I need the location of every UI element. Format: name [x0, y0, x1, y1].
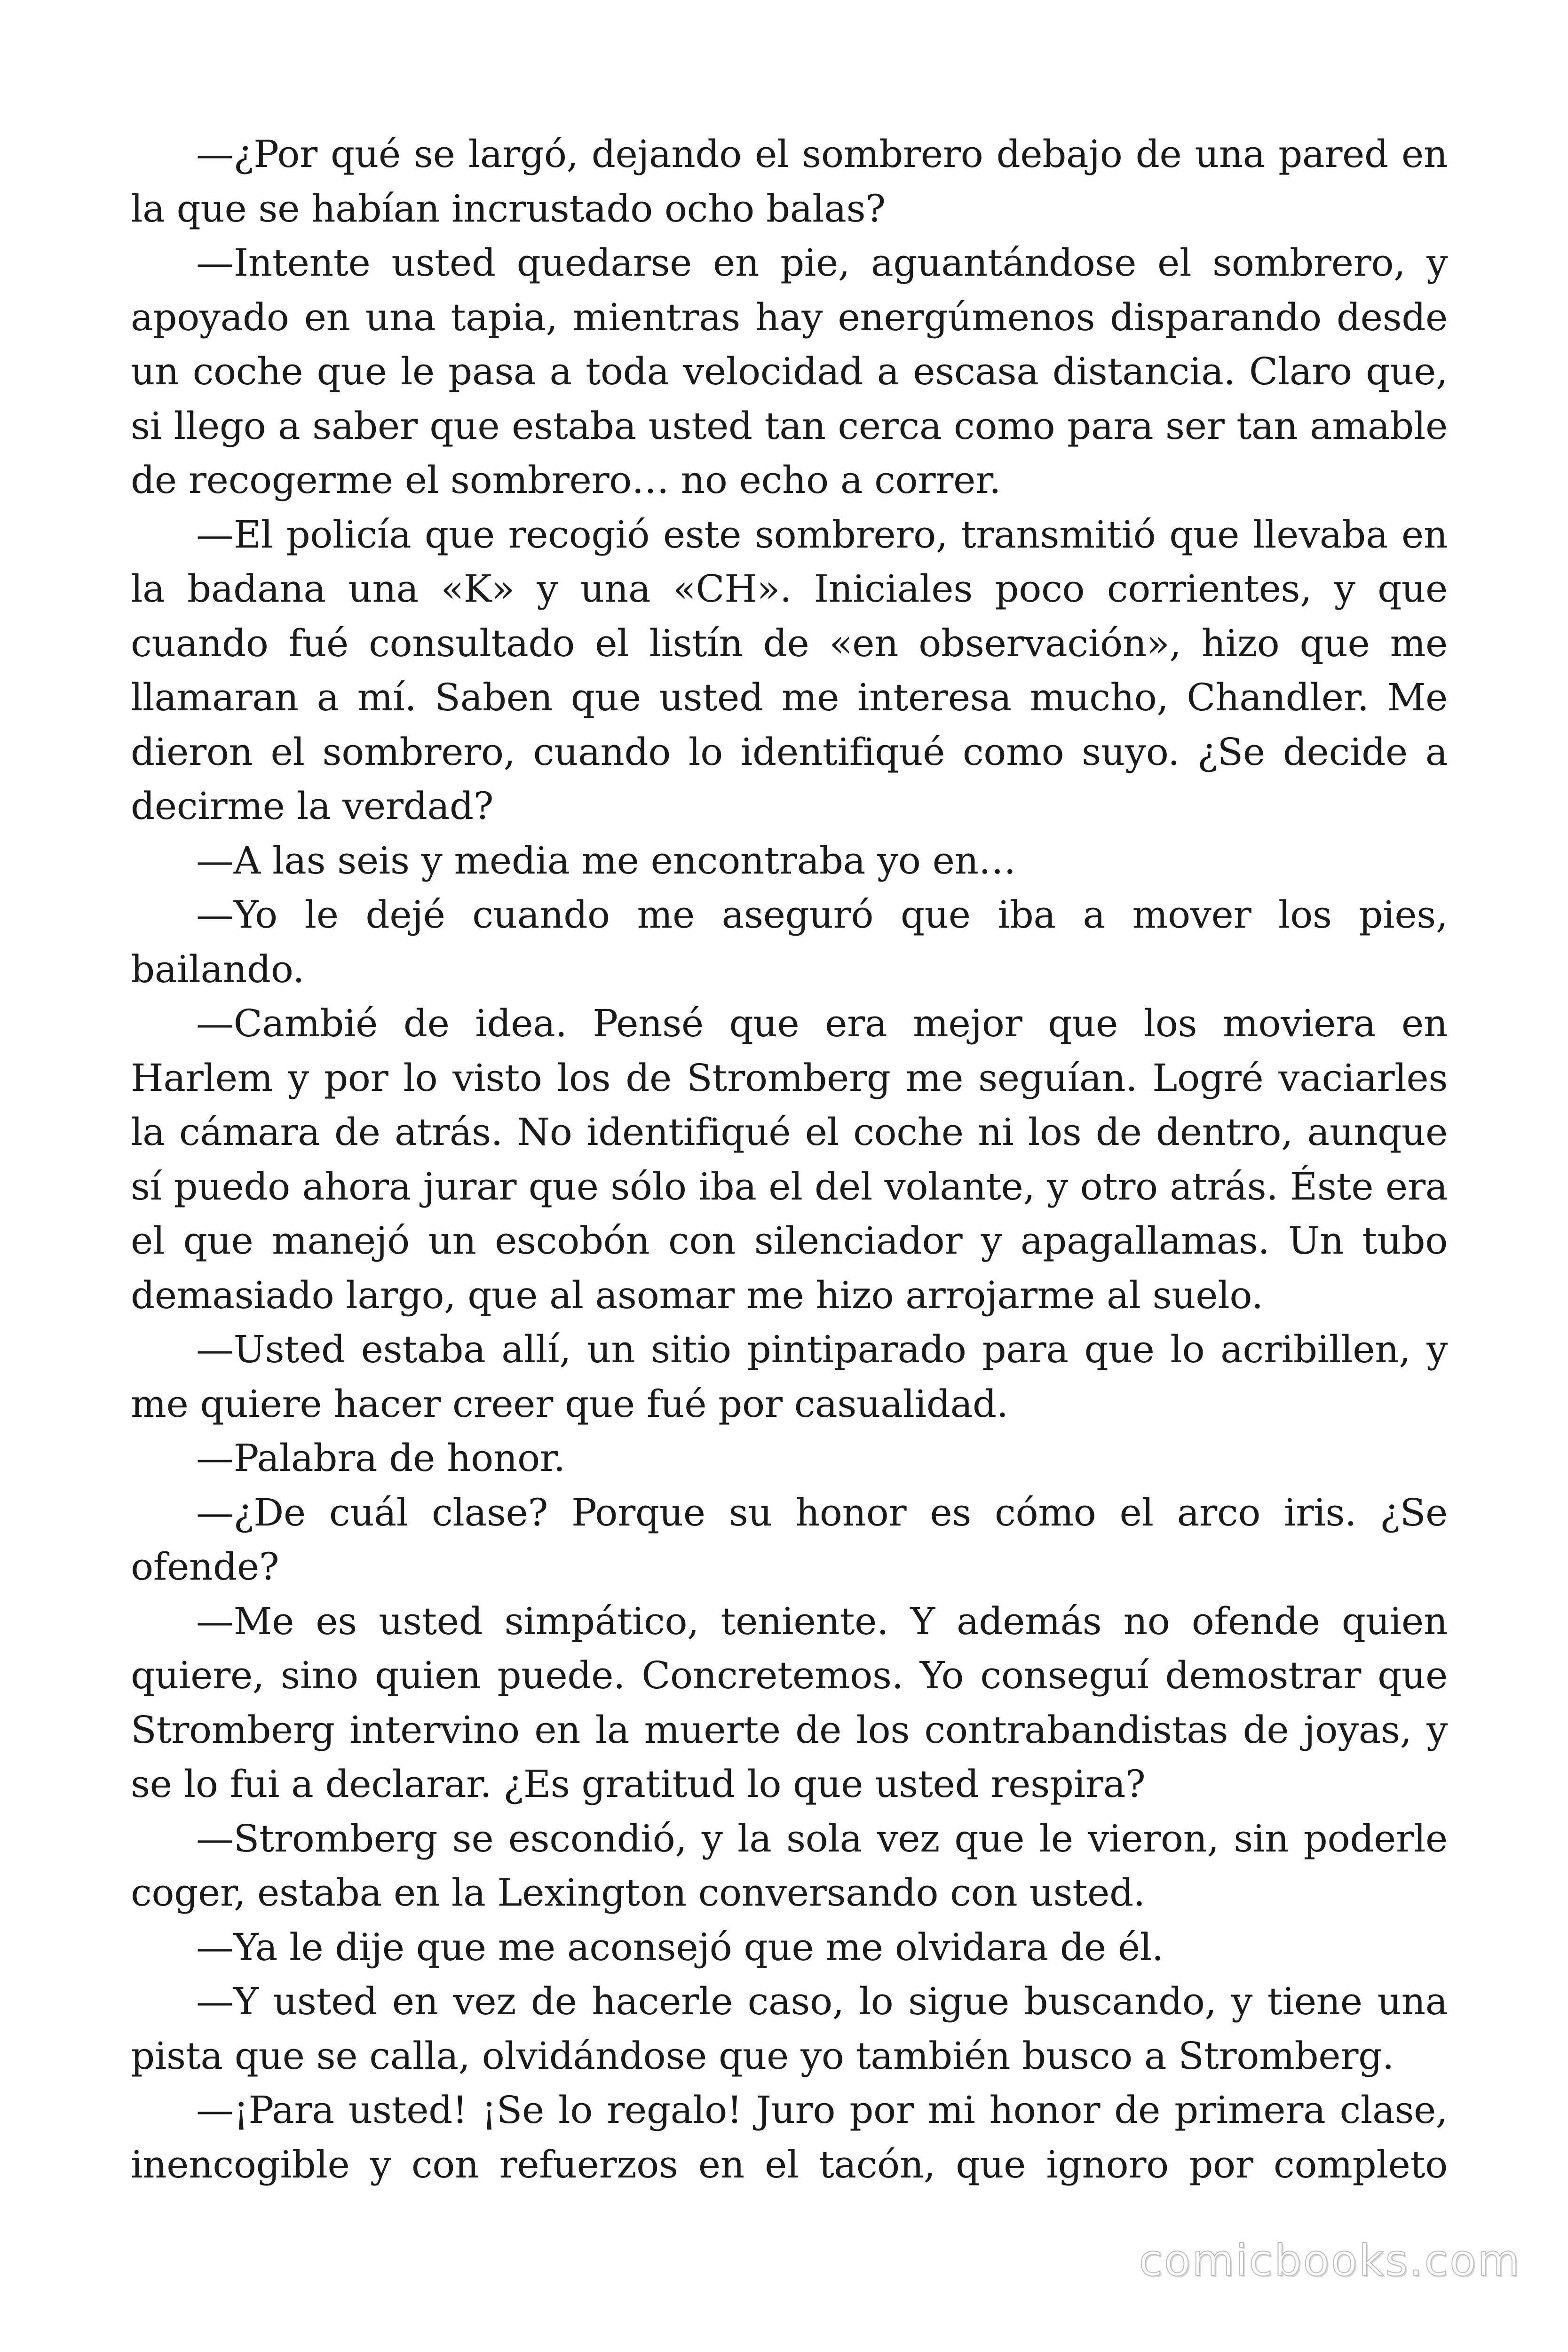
watermark: comicbooks.com — [1139, 2235, 1521, 2286]
paragraph: —Ya le dije que me aconsejó que me olvidara de él. — [196, 1925, 1164, 1969]
paragraph: —El policía que recogió este sombrero, transmitió que llevaba en la badana una «K» y una «CH». Iniciales poco corrientes, y que cuando fué consultado el listín de «en observación», hizo que me llamaran a mí. Saben que usted me interesa mucho, Chandler. Me dieron el sombrero, cuando lo identifiqué como suyo. ¿Se decide a decirme la verdad? — [131, 512, 1448, 828]
paragraph: —¿Por qué se largó, dejando el sombrero debajo de una pared en la que se habían incrustado ocho balas? — [131, 132, 1448, 230]
paragraph: —Me es usted simpático, teniente. Y además no ofende quien quiere, sino quien puede. Concretemos. Yo conseguí demostrar que Stromberg intervino en la muerte de los contrabandistas de joyas, y se lo fui a declarar. ¿Es gratitud lo que usted respira? — [131, 1599, 1448, 1806]
paragraph: —Stromberg se escondió, y la sola vez que le vieron, sin poderle coger, estaba en la Lexington conversando con usted. — [131, 1816, 1448, 1915]
paragraph: —Usted estaba allí, un sitio pintiparado para que lo acribillen, y me quiere hacer creer que fué por casualidad. — [131, 1327, 1448, 1426]
paragraph: —Intente usted quedarse en pie, aguantándose el sombrero, y apoyado en una tapia, mientras hay energúmenos disparando desde un coche que le pasa a toda velocidad a escasa distancia. Claro que, si llego a saber que estaba usted tan cerca como para ser tan amable de recogerme el sombrero… no echo a correr. — [131, 241, 1448, 502]
paragraph: —Cambié de idea. Pensé que era mejor que los moviera en Harlem y por lo visto los de Stromberg me seguían. Logré vaciarles la cámara de atrás. No identifiqué el coche ni los de dentro, aunque sí puedo ahora jurar que sólo iba el del volante, y otro atrás. Éste era el que manejó un escobón con silenciador y apagallamas. Un tubo demasiado largo, que al asomar me hizo arrojarme al suelo. — [131, 1001, 1448, 1317]
paragraph-continued: —¡Para usted! ¡Se lo regalo! Juro por mi honor de primera clase, inencogible y con refuerzos en el tacón, que ignoro por completo — [131, 2088, 1448, 2186]
paragraph: —¿De cuál clase? Porque su honor es cómo el arco iris. ¿Se ofende? — [131, 1490, 1448, 1589]
paragraph: —Palabra de honor. — [196, 1436, 565, 1480]
page-body-text — [131, 127, 1448, 2192]
paragraph: —Yo le dejé cuando me aseguró que iba a mover los pies, bailando. — [131, 893, 1448, 991]
paragraph: —A las seis y media me encontraba yo en… — [196, 838, 1016, 882]
paragraph: —Y usted en vez de hacerle caso, lo sigue buscando, y tiene una pista que se calla, olvidándose que yo también busco a Stromberg. — [131, 1979, 1448, 2078]
